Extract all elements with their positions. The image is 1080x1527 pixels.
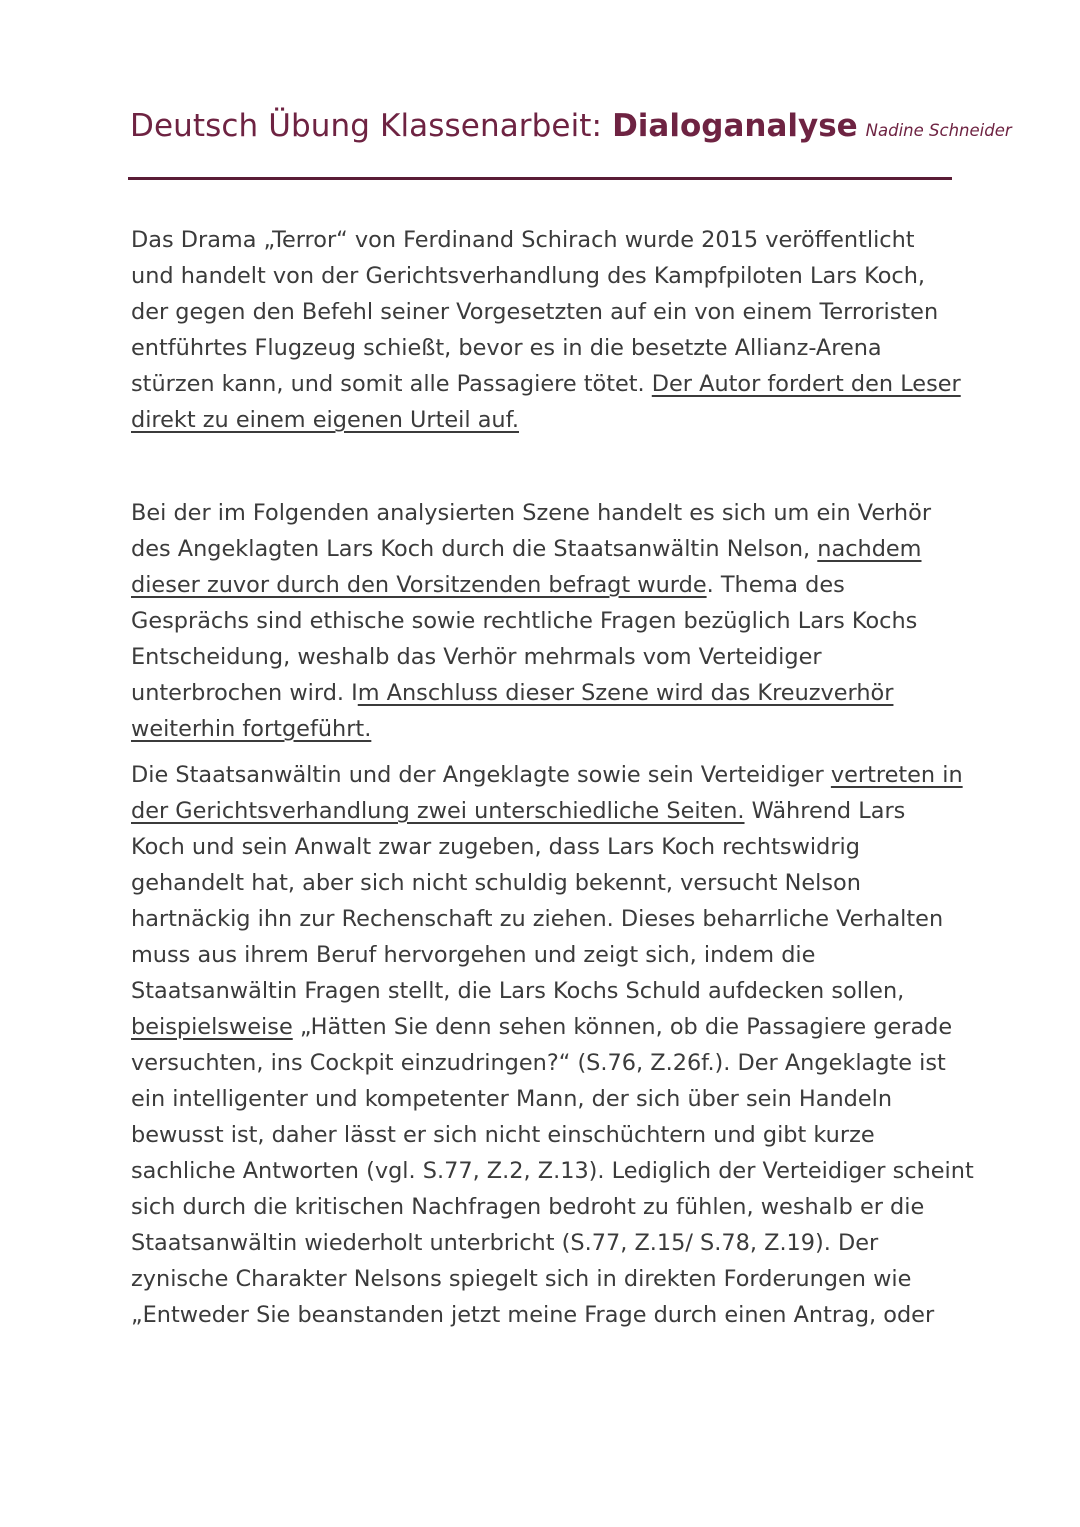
underlined-text: m Anschluss dieser Szene wird das Kreuzverhör bbox=[357, 680, 894, 706]
text-segment: entführtes Flugzeug schießt, bevor es in die besetzte Allianz-Arena bbox=[131, 335, 882, 361]
text-segment: . Thema des bbox=[706, 572, 845, 598]
text-segment: bewusst ist, daher lässt er sich nicht einschüchtern und gibt kurze bbox=[131, 1122, 875, 1148]
text-line bbox=[131, 675, 961, 711]
title-regular: Deutsch Übung Klassenarbeit: bbox=[130, 108, 613, 144]
underlined-text: direkt zu einem eigenen Urteil auf. bbox=[131, 407, 519, 433]
text-segment: Während Lars bbox=[744, 798, 906, 824]
paragraph-introduction bbox=[131, 222, 961, 438]
text-segment: versuchten, ins Cockpit einzudringen?“ (S.76, Z.26f.). Der Angeklagte ist bbox=[131, 1050, 946, 1076]
text-segment: Entscheidung, weshalb das Verhör mehrmals vom Verteidiger bbox=[131, 644, 822, 670]
text-line bbox=[131, 829, 961, 865]
text-line bbox=[131, 1117, 961, 1153]
text-line bbox=[131, 366, 961, 402]
text-segment: „Entweder Sie beanstanden jetzt meine Frage durch einen Antrag, oder bbox=[131, 1302, 935, 1328]
paragraph-scene-context bbox=[131, 495, 961, 747]
text-line bbox=[131, 402, 961, 438]
text-segment: Staatsanwältin Fragen stellt, die Lars Kochs Schuld aufdecken sollen, bbox=[131, 978, 905, 1004]
text-segment: unterbrochen wird. I bbox=[131, 680, 358, 706]
text-segment: Bei der im Folgenden analysierten Szene handelt es sich um ein Verhör bbox=[131, 500, 932, 526]
text-segment: gehandelt hat, aber sich nicht schuldig bekennt, versucht Nelson bbox=[131, 870, 861, 896]
title-divider bbox=[128, 177, 952, 180]
text-segment: Die Staatsanwältin und der Angeklagte sowie sein Verteidiger bbox=[131, 762, 831, 788]
text-line bbox=[131, 603, 961, 639]
text-line bbox=[131, 567, 961, 603]
underlined-text: dieser zuvor durch den Vorsitzenden befragt wurde bbox=[131, 572, 707, 598]
text-line bbox=[131, 1009, 961, 1045]
text-line bbox=[131, 222, 961, 258]
text-line bbox=[131, 901, 961, 937]
author-name: Nadine Schneider bbox=[865, 121, 1012, 140]
underlined-text: weiterhin fortgeführt. bbox=[131, 716, 372, 742]
text-segment: muss aus ihrem Beruf hervorgehen und zeigt sich, indem die bbox=[131, 942, 816, 968]
text-segment: Gesprächs sind ethische sowie rechtliche Fragen bezüglich Lars Kochs bbox=[131, 608, 918, 634]
underlined-text: beispielsweise bbox=[131, 1014, 293, 1040]
paragraph-character-analysis bbox=[131, 757, 974, 1333]
text-line bbox=[131, 1189, 961, 1225]
text-line bbox=[131, 1045, 961, 1081]
title-bold: Dialoganalyse bbox=[612, 108, 858, 144]
text-line bbox=[131, 258, 961, 294]
underlined-text: Der Autor fordert den Leser bbox=[651, 371, 961, 397]
text-line bbox=[131, 639, 961, 675]
text-line bbox=[131, 793, 961, 829]
text-line bbox=[131, 1261, 961, 1297]
text-segment: ein intelligenter und kompetenter Mann, der sich über sein Handeln bbox=[131, 1086, 893, 1112]
text-line bbox=[131, 330, 961, 366]
text-line bbox=[131, 711, 961, 747]
text-line bbox=[131, 294, 961, 330]
text-line bbox=[131, 495, 961, 531]
text-segment: zynische Charakter Nelsons spiegelt sich in direkten Forderungen wie bbox=[131, 1266, 912, 1292]
text-segment: Staatsanwältin wiederholt unterbricht (S.77, Z.15/ S.78, Z.19). Der bbox=[131, 1230, 879, 1256]
text-segment: „Hätten Sie denn sehen können, ob die Passagiere gerade bbox=[292, 1014, 953, 1040]
text-line bbox=[131, 1297, 961, 1333]
text-line bbox=[131, 1153, 974, 1189]
text-segment: hartnäckig ihn zur Rechenschaft zu ziehen. Dieses beharrliche Verhalten bbox=[131, 906, 944, 932]
text-segment: der gegen den Befehl seiner Vorgesetzten auf ein von einem Terroristen bbox=[131, 299, 939, 325]
text-line bbox=[131, 865, 961, 901]
text-segment: Koch und sein Anwalt zwar zugeben, dass Lars Koch rechtswidrig bbox=[131, 834, 860, 860]
text-segment: sich durch die kritischen Nachfragen bedroht zu fühlen, weshalb er die bbox=[131, 1194, 925, 1220]
text-segment: des Angeklagten Lars Koch durch die Staatsanwältin Nelson, bbox=[131, 536, 818, 562]
text-line bbox=[131, 937, 961, 973]
text-segment: stürzen kann, und somit alle Passagiere tötet. bbox=[131, 371, 652, 397]
text-segment: sachliche Antworten (vgl. S.77, Z.2, Z.13). Lediglich der Verteidiger scheint bbox=[131, 1158, 974, 1184]
document-title bbox=[130, 108, 1012, 144]
underlined-text: der Gerichtsverhandlung zwei unterschiedliche Seiten. bbox=[131, 798, 745, 824]
text-line bbox=[131, 757, 961, 793]
text-line bbox=[131, 531, 961, 567]
underlined-text: nachdem bbox=[817, 536, 922, 562]
text-line bbox=[131, 973, 961, 1009]
text-line bbox=[131, 1225, 961, 1261]
text-segment: und handelt von der Gerichtsverhandlung des Kampfpiloten Lars Koch, bbox=[131, 263, 926, 289]
underlined-text: vertreten in bbox=[830, 762, 963, 788]
text-segment: Das Drama „Terror“ von Ferdinand Schirach wurde 2015 veröffentlicht bbox=[131, 227, 915, 253]
text-line bbox=[131, 1081, 961, 1117]
